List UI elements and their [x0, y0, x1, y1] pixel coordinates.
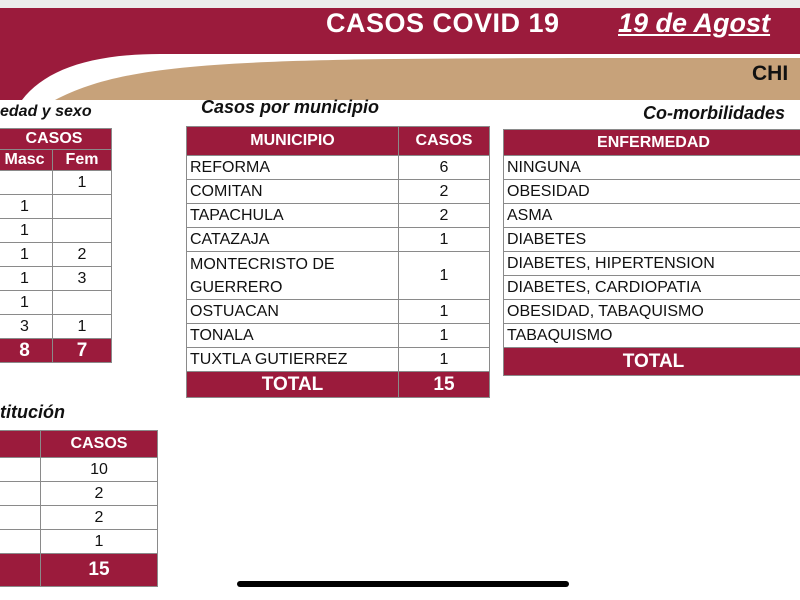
table-row: [504, 300, 800, 324]
fem-cell: 2: [53, 243, 112, 267]
table-row: [504, 156, 800, 180]
table-row: [0, 458, 158, 482]
casos-cell: 1: [399, 252, 490, 300]
table-row: [0, 219, 112, 243]
municipio-table: [186, 126, 490, 398]
fem-cell: [53, 195, 112, 219]
municipio-name: CATAZAJA: [187, 228, 399, 252]
fem-cell: [53, 219, 112, 243]
municipio-header: MUNICIPIO: [187, 127, 399, 156]
total-value: 15: [41, 554, 158, 587]
total-label: TOTAL: [504, 348, 800, 376]
total-fem: 7: [53, 339, 112, 363]
header-state: CHI: [752, 62, 789, 85]
top-strip: [0, 0, 800, 8]
masc-cell: 1: [0, 219, 53, 243]
casos-cell: 1: [399, 324, 490, 348]
casos-cell: 2: [41, 482, 158, 506]
table-row: [0, 506, 158, 530]
total-label: TOTAL: [187, 372, 399, 398]
municipio-name: OSTUACAN: [187, 300, 399, 324]
institucion-cell: [0, 506, 41, 530]
edad-sexo-table: [0, 128, 112, 363]
casos-header: CASOS: [0, 129, 112, 150]
home-indicator[interactable]: [237, 581, 569, 587]
table-row: [504, 204, 800, 228]
casos-cell: 1: [41, 530, 158, 554]
enfermedad-header: ENFERMEDAD: [504, 130, 800, 156]
casos-cell: 1: [399, 300, 490, 324]
table-row: [0, 267, 112, 291]
table-row: [187, 180, 490, 204]
header-title: CASOS COVID 19: [326, 8, 560, 38]
enfermedad-cell: NINGUNA: [504, 156, 800, 180]
total-row: [0, 339, 112, 363]
municipio-name: MONTECRISTO DE GUERRERO: [187, 252, 399, 300]
header-date: 19 de Agost: [618, 8, 771, 38]
casos-cell: 1: [399, 228, 490, 252]
masc-cell: 1: [0, 291, 53, 315]
masc-cell: 3: [0, 315, 53, 339]
institucion-table: [0, 430, 158, 587]
casos-cell: 2: [399, 204, 490, 228]
table-row: [187, 348, 490, 372]
table-row: [0, 195, 112, 219]
institucion-cell: [0, 458, 41, 482]
masc-cell: 1: [0, 195, 53, 219]
fem-cell: 1: [53, 171, 112, 195]
municipio-title: Casos por municipio: [201, 97, 380, 117]
table-row: [0, 482, 158, 506]
table-row: [0, 291, 112, 315]
table-row: [504, 252, 800, 276]
table-row: [0, 243, 112, 267]
municipio-name: REFORMA: [187, 156, 399, 180]
municipio-name: COMITAN: [187, 180, 399, 204]
fem-cell: 3: [53, 267, 112, 291]
enfermedad-cell: OBESIDAD, TABAQUISMO: [504, 300, 800, 324]
municipio-name: TONALA: [187, 324, 399, 348]
table-row: [187, 324, 490, 348]
institucion-cell: [0, 530, 41, 554]
institucion-cell: [0, 482, 41, 506]
fem-header: Fem: [53, 150, 112, 171]
table-row: [504, 180, 800, 204]
table-row: [504, 276, 800, 300]
institucion-header: [0, 431, 41, 458]
comorbilidades-table: [503, 129, 800, 376]
table-row: [504, 228, 800, 252]
enfermedad-cell: DIABETES: [504, 228, 800, 252]
table-row: [187, 204, 490, 228]
casos-cell: 1: [399, 348, 490, 372]
enfermedad-cell: OBESIDAD: [504, 180, 800, 204]
casos-header: CASOS: [41, 431, 158, 458]
municipio-name: TUXTLA GUTIERREZ: [187, 348, 399, 372]
enfermedad-cell: DIABETES, HIPERTENSION: [504, 252, 800, 276]
total-masc: 8: [0, 339, 53, 363]
enfermedad-cell: TABAQUISMO: [504, 324, 800, 348]
edad-sexo-title: edad y sexo: [0, 103, 92, 120]
table-row: [187, 228, 490, 252]
casos-cell: 2: [41, 506, 158, 530]
table-row: [0, 530, 158, 554]
table-row: [187, 252, 490, 300]
masc-cell: 1: [0, 267, 53, 291]
total-row: [187, 372, 490, 398]
table-row: [187, 156, 490, 180]
fem-cell: [53, 291, 112, 315]
table-row: [504, 324, 800, 348]
casos-header: CASOS: [399, 127, 490, 156]
institucion-title: titución: [0, 402, 65, 422]
comorbilidades-title: Co-morbilidades: [643, 103, 786, 123]
total-row: [504, 348, 800, 376]
table-row: [187, 300, 490, 324]
enfermedad-cell: ASMA: [504, 204, 800, 228]
table-row: [0, 171, 112, 195]
municipio-name: TAPACHULA: [187, 204, 399, 228]
fem-cell: 1: [53, 315, 112, 339]
casos-cell: 10: [41, 458, 158, 482]
casos-cell: 6: [399, 156, 490, 180]
enfermedad-cell: DIABETES, CARDIOPATIA: [504, 276, 800, 300]
total-label-cell: [0, 554, 41, 587]
total-value: 15: [399, 372, 490, 398]
masc-cell: 1: [0, 243, 53, 267]
casos-cell: 2: [399, 180, 490, 204]
masc-cell: [0, 171, 53, 195]
masc-header: Masc: [0, 150, 53, 171]
total-row: [0, 554, 158, 587]
table-row: [0, 315, 112, 339]
